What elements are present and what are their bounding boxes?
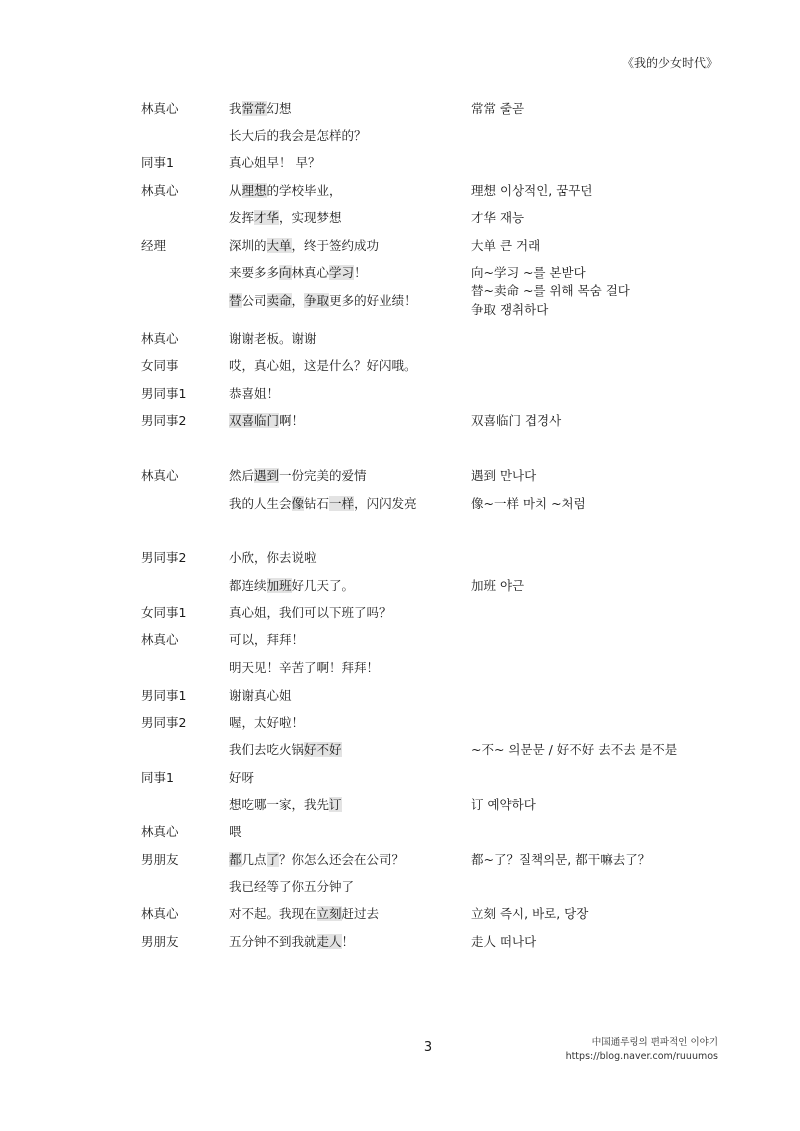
- dialogue-row: [0, 603, 800, 623]
- line-text: ，实现梦想: [279, 210, 342, 225]
- line-text: 我: [229, 101, 242, 116]
- speaker-name: 男朋友: [141, 934, 179, 949]
- vocab-note: [471, 263, 586, 283]
- dialogue-line: [229, 740, 342, 760]
- highlighted-word: 好不好: [304, 742, 342, 757]
- highlighted-word: 大单: [266, 238, 292, 253]
- line-text: 来要多多: [229, 265, 280, 280]
- line-text: ，闪闪发亮: [354, 496, 417, 511]
- highlighted-word: 向: [279, 265, 292, 280]
- vocab-note-line: 像~一样 마치 ~처럼: [471, 496, 586, 511]
- vocab-note: [471, 576, 524, 596]
- dialogue-row: [0, 548, 800, 568]
- vocab-note-line: 加班 야근: [471, 578, 525, 593]
- vocab-note: [471, 236, 540, 256]
- line-text: 恭喜姐！: [229, 386, 280, 401]
- dialogue-line: [229, 384, 279, 404]
- dialogue-row: [0, 153, 800, 173]
- speaker-name: 男同事1: [141, 386, 187, 401]
- vocab-note: [471, 904, 588, 924]
- line-text: 我的人生会: [229, 496, 292, 511]
- line-text: 几点: [241, 852, 267, 867]
- highlighted-word: 一样: [329, 496, 355, 511]
- line-text: 的学校毕业，: [266, 183, 342, 198]
- dialogue-row: [0, 904, 800, 924]
- dialogue-line: [229, 850, 404, 870]
- highlighted-word: 订: [329, 797, 342, 812]
- highlighted-word: 理想: [241, 183, 267, 198]
- dialogue-row: [0, 850, 800, 870]
- vocab-note-line: 理想 이상적인, 꿈꾸던: [471, 183, 593, 198]
- line-text: 发挥: [229, 210, 255, 225]
- vocab-note-line: 常常 줄곧: [471, 101, 525, 116]
- line-text: ！: [341, 934, 355, 949]
- vocab-note: [471, 740, 677, 760]
- line-text: ，终于签约成功: [291, 238, 380, 253]
- dialogue-line: [229, 236, 379, 256]
- highlighted-word: 常常: [241, 101, 267, 116]
- line-text: 都连续: [229, 578, 267, 593]
- dialogue-row: [0, 356, 800, 376]
- vocab-note: [471, 850, 650, 870]
- speaker-name: 林真心: [141, 468, 179, 483]
- dialogue-row: [0, 740, 800, 760]
- vocab-note-line: ~不~ 의문문 / 好不好 去不去 是不是: [471, 742, 678, 757]
- dialogue-line: [229, 877, 354, 897]
- speaker-name: 林真心: [141, 906, 179, 921]
- speaker-name: 林真心: [141, 632, 179, 647]
- dialogue-line: [229, 686, 292, 706]
- vocab-note-line: 都~了？질책의문, 都干嘛去了？: [471, 852, 651, 867]
- speaker-name: 男同事2: [141, 413, 187, 428]
- dialogue-row: [0, 263, 800, 283]
- dialogue-line: [229, 466, 367, 486]
- dialogue-row: [0, 126, 800, 146]
- highlighted-word: 才华: [254, 210, 280, 225]
- vocab-note: [471, 795, 536, 815]
- highlighted-word: 了: [266, 852, 280, 867]
- vocab-note: [471, 411, 561, 431]
- line-text: 赶过去: [341, 906, 380, 921]
- highlighted-word: 替: [229, 293, 242, 308]
- line-text: 好几天了。: [291, 578, 355, 593]
- dialogue-row: [0, 658, 800, 678]
- speaker-name: 林真心: [141, 824, 179, 839]
- vocab-note-line: 双喜临门 겹경사: [471, 413, 562, 428]
- line-text: 谢谢老板。谢谢: [229, 331, 317, 346]
- dialogue-row: [0, 795, 800, 815]
- speaker-name: 男同事1: [141, 688, 187, 703]
- line-text: 深圳的: [229, 238, 267, 253]
- dialogue-row: [0, 768, 800, 788]
- speaker-name: 男同事2: [141, 550, 187, 565]
- line-text: 好呀: [229, 770, 255, 785]
- speaker-name: 林真心: [141, 331, 179, 346]
- dialogue-row: [0, 576, 800, 596]
- footer-blog-url: https://blog.naver.com/ruuumos: [565, 1051, 718, 1062]
- dialogue-row: [0, 181, 800, 201]
- dialogue-row: [0, 822, 800, 842]
- dialogue-line: [229, 181, 342, 201]
- vocab-note-line: 替~卖命 ~를 위해 목숨 걸다: [471, 283, 630, 298]
- line-text: 喔，太好啦！: [229, 715, 305, 730]
- line-text: 更多的好业绩！: [329, 293, 417, 308]
- vocab-note-line: 遇到 만나다: [471, 468, 537, 483]
- speaker-name: 经理: [141, 238, 167, 253]
- dialogue-line: [229, 356, 417, 376]
- dialogue-row: [0, 208, 800, 228]
- footer: [566, 1036, 718, 1064]
- dialogue-row: [0, 932, 800, 952]
- vocab-note-line: 争取 쟁취하다: [471, 302, 549, 317]
- vocab-note-line: 才华 재능: [471, 210, 525, 225]
- dialogue-line: [229, 904, 379, 924]
- line-text: 从: [229, 183, 242, 198]
- line-text: 对不起。我现在: [229, 906, 317, 921]
- dialogue-line: [229, 548, 317, 568]
- line-text: 谢谢真心姐: [229, 688, 292, 703]
- dialogue-row: [0, 686, 800, 706]
- dialogue-row: [0, 99, 800, 119]
- line-text: ，: [291, 293, 305, 308]
- speaker-name: 同事1: [141, 770, 174, 785]
- dialogue-row: [0, 494, 800, 514]
- line-text: 哎，真心姐，这是什么？好闪哦。: [229, 358, 417, 373]
- dialogue-row: [0, 283, 800, 317]
- dialogue-line: [229, 126, 367, 146]
- line-text: 想吃哪一家，我先: [229, 797, 330, 812]
- line-text: 小欣，你去说啦: [229, 550, 317, 565]
- line-text: 长大后的我会是怎样的？: [229, 128, 367, 143]
- vocab-note-line: 立刻 즉시, 바로, 당장: [471, 906, 589, 921]
- speaker-name: 同事1: [141, 155, 174, 170]
- dialogue-row: [0, 630, 800, 650]
- vocab-note-line: 大单 큰 거래: [471, 238, 541, 253]
- vocab-note: [471, 932, 536, 952]
- highlighted-word: 像: [291, 496, 305, 511]
- vocab-note-line: 走人 떠나다: [471, 934, 537, 949]
- vocab-note: [471, 208, 524, 228]
- footer-blog-name: 中国通루링의 편파적인 이야기: [591, 1037, 718, 1048]
- dialogue-line: [229, 153, 320, 173]
- document-header: 《我的少女时代》: [621, 56, 718, 70]
- line-text: 公司: [241, 293, 267, 308]
- speaker-name: 女同事: [141, 358, 179, 373]
- highlighted-word: 走人: [316, 934, 342, 949]
- vocab-note: [471, 99, 524, 119]
- line-text: 林真心: [291, 265, 330, 280]
- dialogue-line: [229, 411, 304, 431]
- highlighted-word: 加班: [266, 578, 292, 593]
- highlighted-word: 双喜临门: [229, 413, 280, 428]
- line-text: ？你怎么还会在公司？: [279, 852, 405, 867]
- highlighted-word: 争取: [304, 293, 330, 308]
- dialogue-line: [229, 658, 379, 678]
- highlighted-word: 学习: [329, 265, 355, 280]
- highlighted-word: 立刻: [316, 906, 342, 921]
- line-text: 真心姐早！ 早？: [229, 155, 321, 170]
- line-text: 喂: [229, 824, 242, 839]
- line-text: 钻石: [304, 496, 330, 511]
- highlighted-word: 都: [229, 852, 242, 867]
- dialogue-line: [229, 932, 354, 952]
- dialogue-line: [229, 494, 417, 514]
- dialogue-line: [229, 576, 354, 596]
- vocab-note-line: 订 예약하다: [471, 797, 536, 812]
- line-text: 可以，拜拜！: [229, 632, 305, 647]
- speaker-name: 男同事2: [141, 715, 187, 730]
- dialogue-row: [0, 466, 800, 486]
- dialogue-line: [229, 263, 367, 283]
- dialogue-row: [0, 236, 800, 256]
- dialogue-row: [0, 877, 800, 897]
- vocab-note: [471, 281, 630, 319]
- speaker-name: 女同事1: [141, 605, 187, 620]
- vocab-note-line: 向~学习 ~를 본받다: [471, 265, 586, 280]
- dialogue-row: [0, 713, 800, 733]
- dialogue-row: [0, 384, 800, 404]
- vocab-note: [471, 181, 592, 201]
- dialogue-line: [229, 208, 342, 228]
- line-text: 幻想: [266, 101, 292, 116]
- vocab-note: [471, 466, 536, 486]
- dialogue-row: [0, 329, 800, 349]
- line-text: 五分钟不到我就: [229, 934, 317, 949]
- vocab-note: [471, 494, 586, 514]
- dialogue-line: [229, 603, 392, 623]
- dialogue-row: [0, 411, 800, 431]
- highlighted-word: 遇到: [254, 468, 280, 483]
- dialogue-line: [229, 822, 242, 842]
- dialogue-line: [229, 329, 317, 349]
- line-text: ！: [354, 265, 367, 280]
- line-text: 我已经等了你五分钟了: [229, 879, 355, 894]
- speaker-name: 男朋友: [141, 852, 179, 867]
- dialogue-line: [229, 99, 292, 119]
- line-text: 我们去吃火锅: [229, 742, 305, 757]
- speaker-name: 林真心: [141, 101, 179, 116]
- line-text: 真心姐，我们可以下班了吗？: [229, 605, 392, 620]
- dialogue-line: [229, 795, 342, 815]
- line-text: 然后: [229, 468, 255, 483]
- dialogue-line: [229, 768, 254, 788]
- highlighted-word: 卖命: [266, 293, 292, 308]
- speaker-name: 林真心: [141, 183, 179, 198]
- line-text: 一份完美的爱情: [279, 468, 367, 483]
- dialogue-line: [229, 291, 417, 311]
- dialogue-line: [229, 630, 304, 650]
- line-text: 明天见！辛苦了啊！拜拜！: [229, 660, 380, 675]
- page-number: 3: [423, 1040, 433, 1055]
- dialogue-line: [229, 713, 304, 733]
- line-text: 啊！: [279, 413, 305, 428]
